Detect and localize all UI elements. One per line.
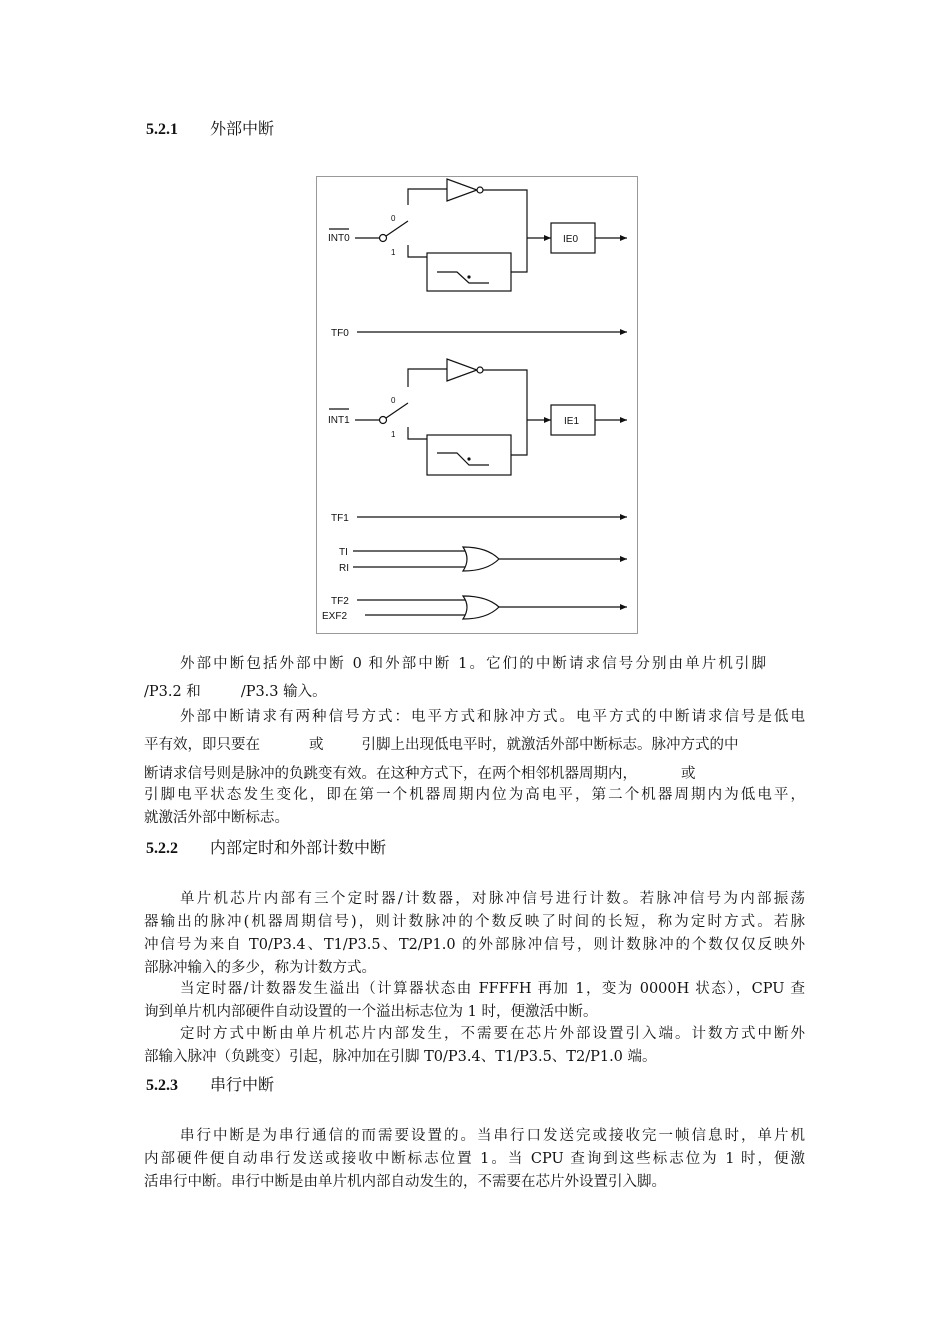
- text-fragment: 断请求信号则是脉冲的负跳变有效。在这种方式下，在两个相邻机器周期内，: [144, 766, 637, 782]
- int0-switch-pivot: [380, 235, 387, 242]
- int0-label: INT0: [328, 233, 350, 244]
- int0-lower-path: [408, 245, 427, 257]
- paragraph-line: 串行中断是为串行通信的而需要设置的。当串行口发送完或接收完一帧信息时，单片机: [180, 1128, 805, 1144]
- diagram-svg: [317, 177, 637, 633]
- or-gate-tf2-exf2: [463, 596, 499, 619]
- int1-edge-out: [511, 420, 527, 455]
- text-fragment: 平有效，即只要在: [144, 737, 260, 753]
- int0-edge-out: [511, 238, 527, 272]
- int0-inverter-bubble: [477, 187, 483, 193]
- section-title: 外部中断: [210, 119, 275, 138]
- text-fragment: 或: [681, 766, 696, 782]
- tf2-label: TF2: [331, 596, 349, 607]
- int0-switch-arm: [386, 221, 408, 236]
- paragraph-line: 外部中断请求有两种信号方式：电平方式和脉冲方式。电平方式的中断请求信号是低电: [180, 709, 805, 725]
- tf0-label: TF0: [331, 328, 349, 339]
- paragraph-line: 询到单片机内部硬件自动设置的一个溢出标志位为 1 时，便激活中断。: [144, 1004, 598, 1020]
- int1-inverter-bubble: [477, 367, 483, 373]
- text-fragment: 引脚上出现低电平时，就激活外部中断标志。脉冲方式的中: [361, 737, 739, 753]
- int1-inverter-out: [483, 370, 527, 420]
- int1-upper-path: [408, 369, 447, 387]
- paragraph-line: 就激活外部中断标志。: [144, 810, 289, 826]
- section-number: 5.2.2: [146, 840, 178, 857]
- paragraph-line: 内部硬件便自动串行发送或接收中断标志位置 1。当 CPU 查询到这些标志位为 1 时，便激: [144, 1151, 805, 1167]
- switch-0-label: 0: [391, 214, 396, 223]
- paragraph-line: 器输出的脉冲(机器周期信号)，则计数脉冲的个数反映了时间的长短，称为定时方式。若脉: [144, 914, 805, 930]
- int1-switch-pivot: [380, 417, 387, 424]
- paragraph-line: [144, 733, 739, 754]
- text-fragment: 或: [309, 737, 324, 753]
- section-heading-5-2-3: [146, 1072, 274, 1095]
- interrupt-sources-diagram: [316, 176, 638, 634]
- section-heading-5-2-1: [146, 116, 274, 139]
- tf1-label: TF1: [331, 513, 349, 524]
- section-title: 串行中断: [210, 1075, 275, 1094]
- int1-switch-arm: [386, 403, 408, 418]
- int1-edge-detector: [427, 435, 511, 475]
- paragraph-line: 单片机芯片内部有三个定时器/计数器，对脉冲信号进行计数。若脉冲信号为内部振荡: [180, 891, 805, 907]
- paragraph-line: [144, 762, 696, 783]
- paragraph-line: 定时方式中断由单片机芯片内部发生，不需要在芯片外部设置引入端。计数方式中断外: [180, 1026, 805, 1042]
- int1-label: INT1: [328, 415, 350, 426]
- or-gate-ti-ri: [463, 547, 499, 571]
- switch-1-label: 1: [391, 430, 396, 439]
- paragraph-line: [144, 680, 327, 701]
- section-number: 5.2.1: [146, 121, 178, 138]
- int0-inverter: [447, 179, 477, 201]
- int1-lower-path: [408, 427, 427, 439]
- paragraph-line: 当定时器/计数器发生溢出（计算器状态由 FFFFH 再加 1，变为 0000H 状态），CPU 查: [180, 981, 805, 997]
- switch-1-label: 1: [391, 248, 396, 257]
- int0-upper-path: [408, 189, 447, 205]
- ie0-label: IE0: [563, 234, 579, 245]
- ri-label: RI: [339, 563, 349, 574]
- text-fragment: /P3.2 和: [144, 684, 201, 700]
- paragraph-line: 冲信号为来自 T0/P3.4、T1/P3.5、T2/P1.0 的外部脉冲信号，则计数脉冲的个数仅仅反映外: [144, 937, 805, 953]
- ie1-label: IE1: [564, 416, 580, 427]
- paragraph-line: 部输入脉冲（负跳变）引起，脉冲加在引脚 T0/P3.4、T1/P3.5、T2/P1.0 端。: [144, 1049, 657, 1065]
- paragraph-line: 外部中断包括外部中断 0 和外部中断 1。它们的中断请求信号分别由单片机引脚: [180, 656, 766, 672]
- int1-inverter: [447, 359, 477, 381]
- switch-0-label: 0: [391, 396, 396, 405]
- paragraph-line: 部脉冲输入的多少，称为计数方式。: [144, 960, 376, 976]
- section-heading-5-2-2: [146, 835, 386, 858]
- paragraph-line: 活串行中断。串行中断是由单片机内部自动发生的，不需要在芯片外设置引入脚。: [144, 1174, 666, 1190]
- paragraph-line: 引脚电平状态发生变化，即在第一个机器周期内位为高电平，第二个机器周期内为低电平，: [144, 787, 805, 803]
- text-fragment: /P3.3 输入。: [240, 684, 327, 700]
- ti-label: TI: [339, 547, 348, 558]
- exf2-label: EXF2: [322, 611, 348, 622]
- section-title: 内部定时和外部计数中断: [210, 838, 387, 857]
- section-number: 5.2.3: [146, 1077, 178, 1094]
- int0-inverter-out: [483, 190, 527, 238]
